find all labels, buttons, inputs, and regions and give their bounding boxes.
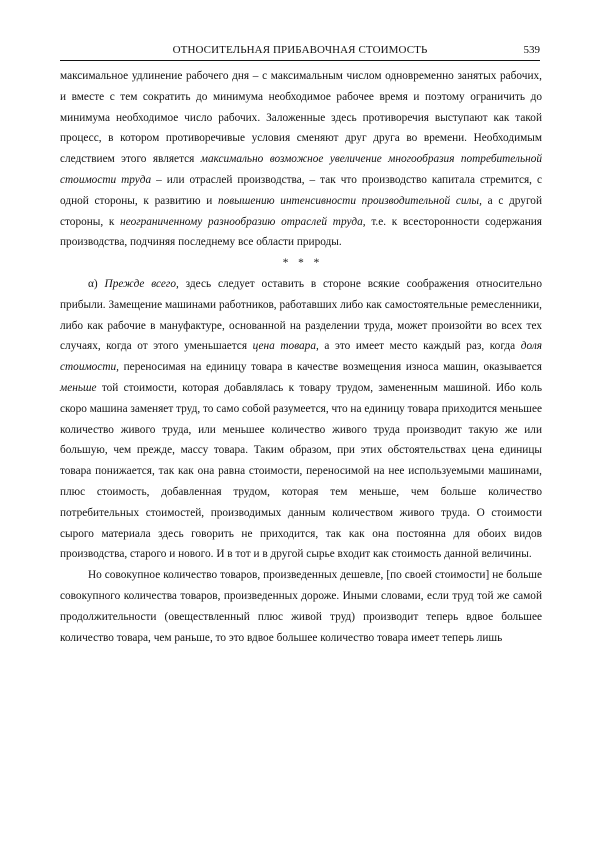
text-run: а это имеет место каждый раз, когда <box>318 340 521 353</box>
text-run: а с другой стороны, к <box>60 194 542 228</box>
emphasis-text: цена товара, <box>252 340 319 353</box>
text-run: α) <box>88 277 105 290</box>
text-run: – или отраслей производства, – так что производство капитала стремится, с одной стороны, к развитию и <box>60 173 542 207</box>
emphasis-text: повышению интенсивности производительной силы, <box>217 194 482 207</box>
body-text <box>60 66 542 648</box>
paragraph <box>60 274 542 565</box>
paragraph <box>60 66 542 253</box>
section-separator: * * * <box>282 257 320 270</box>
emphasis-text: неограниченному разнообразию отраслей труда, <box>120 215 366 228</box>
emphasis-text: максимально возможное увеличение многообразия потребительной стоимости труда <box>60 153 543 186</box>
emphasis-text: Прежде всего, <box>104 277 179 290</box>
text-run: здесь следует оставить в стороне всякие соображения относительно прибыли. Замещение машинами работников, работавших либо как самостоятельные ремесленники, либо как рабочие в мануфактуре, основанной на разделении труда, может произойти во всех тех случаях, когда от этого уменьшается <box>60 277 542 353</box>
running-header <box>60 42 540 61</box>
emphasis-text: меньше <box>60 381 97 394</box>
text-run: переносимая на единицу товара в качестве возмещения износа машин, оказывается <box>118 361 542 374</box>
text-run: максимальное удлинение рабочего дня – с максимальным числом одновременно занятых рабочих, и вместе с тем сократить до минимума необходимое рабочее время и поэтому ограничить до минимума необходимое число рабочих. Заложенные здесь противоречия выступают как такой процесс, в котором противоречивые условия сменяют друг друга во времени. Необходимым следствием этого является <box>60 70 542 166</box>
emphasis-text: доля стоимости, <box>60 340 543 374</box>
text-run: т.е. к всесторонности содержания производства, подчиняя последнему все области природы. <box>60 215 543 249</box>
text-run: Но совокупное количество товаров, произведенных дешевле, [по своей стоимости] не больше совокупного количества товаров, произведенных дороже. Иными словами, если труд той же самой продолжительности (овеществленный плюс живой труд) производит теперь вдвое большее количество товара, чем раньше, то это вдвое большее количество товара имеет теперь лишь <box>60 569 542 644</box>
paragraph <box>60 565 542 648</box>
page-number: 539 <box>523 44 540 56</box>
text-run: той стоимости, которая добавлялась к товару трудом, замененным машиной. Ибо коль скоро машина заменяет труд, то само собой разумеется, что на единицу товара приходится меньшее количество живого труда, или меньшее количество живого труда производит такую же или большую, чем прежде, массу товара. Таким образом, при этих обстоятельствах цена единицы товара понижается, так как она равна стоимости, переносимой на нее используемыми машинами, плюс стоимость, добавленная трудом, которая тем меньше, чем больше количество потребительных стоимостей, производимых данным количеством живого труда. О стоимости сырого материала здесь говорить не приходится, так как она постоянна для обоих видов производства, старого и нового. И в тот и в другой сырье входит как стоимость данной величины. <box>60 381 542 561</box>
running-header-title: ОТНОСИТЕЛЬНАЯ ПРИБАВОЧНАЯ СТОИМОСТЬ <box>172 44 428 56</box>
